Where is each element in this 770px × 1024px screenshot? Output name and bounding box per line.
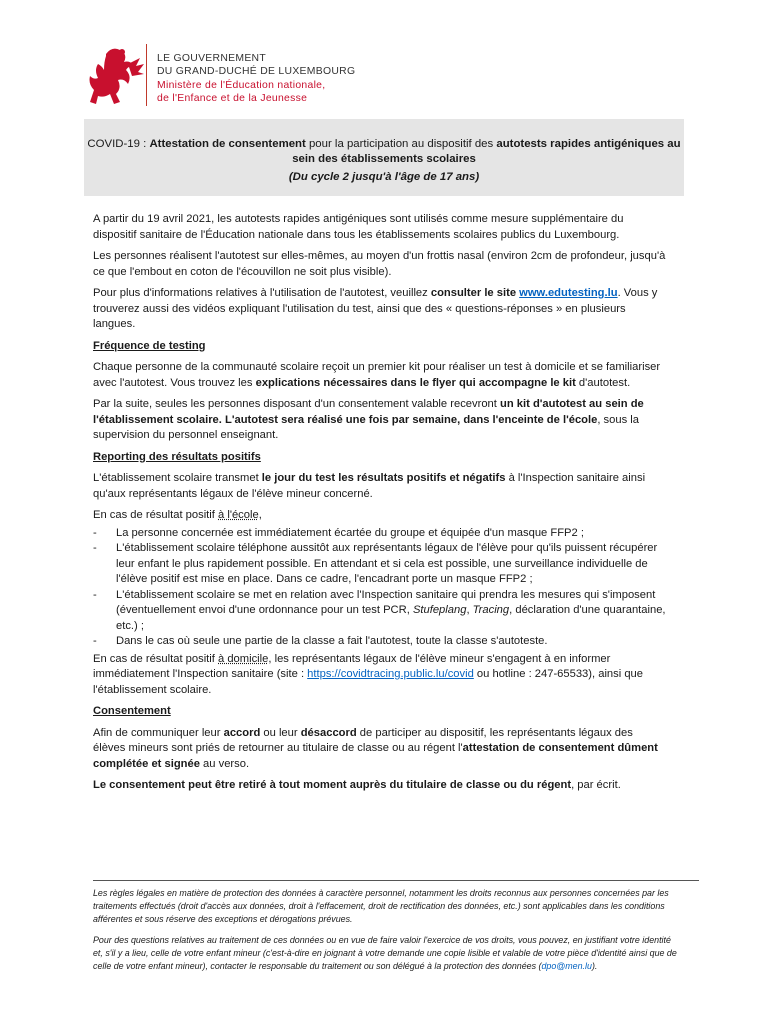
home-underlined: à domicile bbox=[218, 652, 269, 665]
intro-paragraph-2: Les personnes réalisent l'autotest sur elles-mêmes, au moyen d'un frottis nasal (environ 2cm de profondeur, jusqu'à ce que l'embout en coton de l'écouvillon ne soit plus visible). bbox=[93, 250, 666, 278]
gov-line-2: DU GRAND-DUCHÉ DE LUXEMBOURG bbox=[157, 66, 356, 78]
document-subtitle: (Du cycle 2 jusqu'à l'âge de 17 ans) bbox=[288, 171, 480, 183]
cons-text-3: de participer au dispositif, les représentants légaux des élèves mineurs sont priés de retourner au titulaire de classe ou au régent l' bbox=[93, 726, 633, 754]
home-positive-paragraph bbox=[93, 652, 667, 699]
title-bold-1: Attestation de consentement bbox=[149, 138, 306, 150]
cons-bold-desaccord: désaccord bbox=[300, 726, 357, 739]
list-item: - La personne concernée est immédiatement écartée du groupe et équipée d'un masque FFP2 ; bbox=[93, 526, 667, 542]
intro-p3-bold: consulter le site bbox=[430, 287, 520, 299]
footer-rule bbox=[93, 880, 699, 881]
organization-block bbox=[157, 52, 355, 106]
bullet3-italic-2: Tracing bbox=[472, 604, 510, 616]
frequence-heading: Fréquence de testing bbox=[93, 339, 206, 352]
reporting-paragraph-1 bbox=[93, 471, 667, 502]
cons-text-4: au verso. bbox=[199, 757, 250, 770]
intro-paragraph-3 bbox=[93, 286, 667, 333]
bullet3-italic-1: Stufeplang bbox=[412, 604, 467, 616]
rep-p1-bold: le jour du test les résultats positifs et négatifs bbox=[261, 472, 506, 484]
frequence-paragraph-1 bbox=[93, 360, 667, 391]
ministry-line-2: de l'Enfance et de la Jeunesse bbox=[157, 93, 308, 105]
home-text: En cas de résultat positif bbox=[93, 652, 218, 665]
intro-paragraph-1: A partir du 19 avril 2021, les autotests rapides antigéniques sont utilisés comme mesure supplémentaire du dispositif sanitaire de l'Éducation nationale dans tous les établissements scolaires publics du Luxembourg. bbox=[93, 213, 624, 241]
ministry-line-1: Ministère de l'Éducation nationale, bbox=[157, 79, 326, 91]
list-item: - Dans le cas où seule une partie de la classe a fait l'autotest, toute la classe s'autoteste. bbox=[93, 634, 667, 650]
header-divider bbox=[146, 44, 147, 106]
list-item: - L'établissement scolaire téléphone aussitôt aux représentants légaux de l'élève pour qu'ils puissent récupérer leur enfant le plus rapidement possible. En attendant et si cela est possible, une surveillance individuelle de l'élève positif est mise en place. Dans ce cadre, l'encadrant porte un masque FFP2 ; bbox=[93, 541, 667, 588]
school-positive-list bbox=[93, 526, 667, 650]
school-intro-comma: , bbox=[258, 509, 262, 521]
school-intro-underlined: à l'école bbox=[218, 509, 259, 521]
bullet3-sep: , bbox=[466, 604, 473, 616]
cons-text-2: ou leur bbox=[260, 726, 301, 739]
edutesting-link[interactable]: www.edutesting.lu bbox=[519, 287, 618, 299]
reporting-heading: Reporting des résultats positifs bbox=[93, 450, 261, 463]
luxembourg-lion-logo bbox=[88, 44, 148, 108]
freq-p2-text-2: , sous la supervision du personnel enseignant. bbox=[93, 413, 640, 441]
bullet3-text: L'établissement scolaire se met en relation avec l'Inspection sanitaire qui prendra les mesures qui s'imposent (éventuellement envoi d'une ordonnance pour un test PCR, bbox=[116, 588, 656, 616]
consentement-paragraph-1 bbox=[93, 726, 667, 773]
school-intro-text: En cas de résultat positif bbox=[93, 509, 218, 521]
intro-p3-text: Pour plus d'informations relatives à l'utilisation de l'autotest, veuillez bbox=[93, 287, 431, 299]
footer-p2-text: Pour des questions relatives au traitement de ces données ou en vue de faire valoir l'exercice de vos droits, vous pouvez, en justifiant votre identité et, s'il y a lieu, celle de votre enfant mineur (c'est-à-dire en joignant à votre demande une copie lisible et valable de votre pièce d'identité ainsi que de celle de votre enfant mineur), contacter le responsable du traitement ou son délégué à la protection des données ( bbox=[93, 934, 677, 972]
footer-p2-text-2: ). bbox=[591, 961, 598, 972]
freq-p2-text: Par la suite, seules les personnes disposant d'un consentement valable recevront bbox=[93, 398, 500, 410]
footer-notice bbox=[93, 880, 683, 980]
rep-p1-text: L'établissement scolaire transmet bbox=[93, 472, 262, 484]
school-positive-intro bbox=[93, 508, 667, 524]
cons-bold-accord: accord bbox=[223, 726, 261, 739]
document-body bbox=[93, 212, 667, 800]
home-text-2: , les représentants légaux de l'élève mineur s'engagent à en informer immédiatement l'Inspection sanitaire (site : bbox=[93, 652, 611, 680]
home-text-3: ou hotline : 247-65533), ainsi que l'établissement scolaire. bbox=[93, 668, 644, 696]
cons-p2-bold: Le consentement peut être retiré à tout moment auprès du titulaire de classe ou du régent bbox=[93, 779, 572, 791]
bullet3-text-2: , déclaration d'une quarantaine, etc.) ; bbox=[116, 604, 666, 632]
freq-p1-bold: explications nécessaires dans le flyer qui accompagne le kit bbox=[255, 376, 576, 389]
consentement-heading: Consentement bbox=[93, 705, 171, 717]
cons-p2-text: , par écrit. bbox=[571, 779, 621, 791]
title-box bbox=[84, 119, 684, 196]
rep-p1-text-2: à l'Inspection sanitaire ainsi qu'aux représentants légaux de l'élève mineur concerné. bbox=[93, 472, 646, 500]
cons-text-1: Afin de communiquer leur bbox=[93, 726, 224, 739]
cons-bold-attestation: attestation de consentement dûment complétée et signée bbox=[93, 742, 658, 770]
title-mid: pour la participation au dispositif des bbox=[305, 138, 497, 150]
freq-p1-text: Chaque personne de la communauté scolaire reçoit un premier kit pour réaliser un test à domicile et se familiariser avec l'autotest. Vous trouvez les bbox=[93, 361, 661, 389]
gov-line-1: LE GOUVERNEMENT bbox=[157, 53, 266, 64]
covidtracing-link[interactable]: https://covidtracing.public.lu/covid bbox=[307, 668, 474, 680]
footer-paragraph-1: Les règles légales en matière de protection des données à caractère personnel, notamment les droits reconnus aux personnes concernées par les traitements effectués (droit d'accès aux données, droit à l'effacement, droit de rectification des données, etc.) sont applicables dans les conditions afférentes et sous réserve des exceptions et dérogations prévues. bbox=[93, 888, 669, 925]
consentement-paragraph-2 bbox=[93, 778, 667, 794]
footer-paragraph-2 bbox=[93, 934, 683, 974]
title-prefix: COVID-19 : bbox=[87, 138, 150, 150]
list-item bbox=[93, 588, 667, 635]
document-title bbox=[84, 137, 684, 167]
title-bold-2: autotests rapides antigéniques au sein des établissements scolaires bbox=[292, 138, 681, 165]
freq-p2-bold: un kit d'autotest au sein de l'établissement scolaire. L'autotest sera réalisé une fois par semaine, dans l'enceinte de l'école bbox=[93, 398, 644, 426]
intro-p3-text-2: . Vous y trouverez aussi des vidéos expliquant l'utilisation du test, ainsi que des « questions-réponses » en plusieurs langues. bbox=[93, 287, 658, 330]
frequence-paragraph-2 bbox=[93, 397, 667, 444]
freq-p1-text-2: d'autotest. bbox=[575, 376, 631, 389]
dpo-email-link[interactable]: dpo@men.lu bbox=[541, 961, 592, 972]
